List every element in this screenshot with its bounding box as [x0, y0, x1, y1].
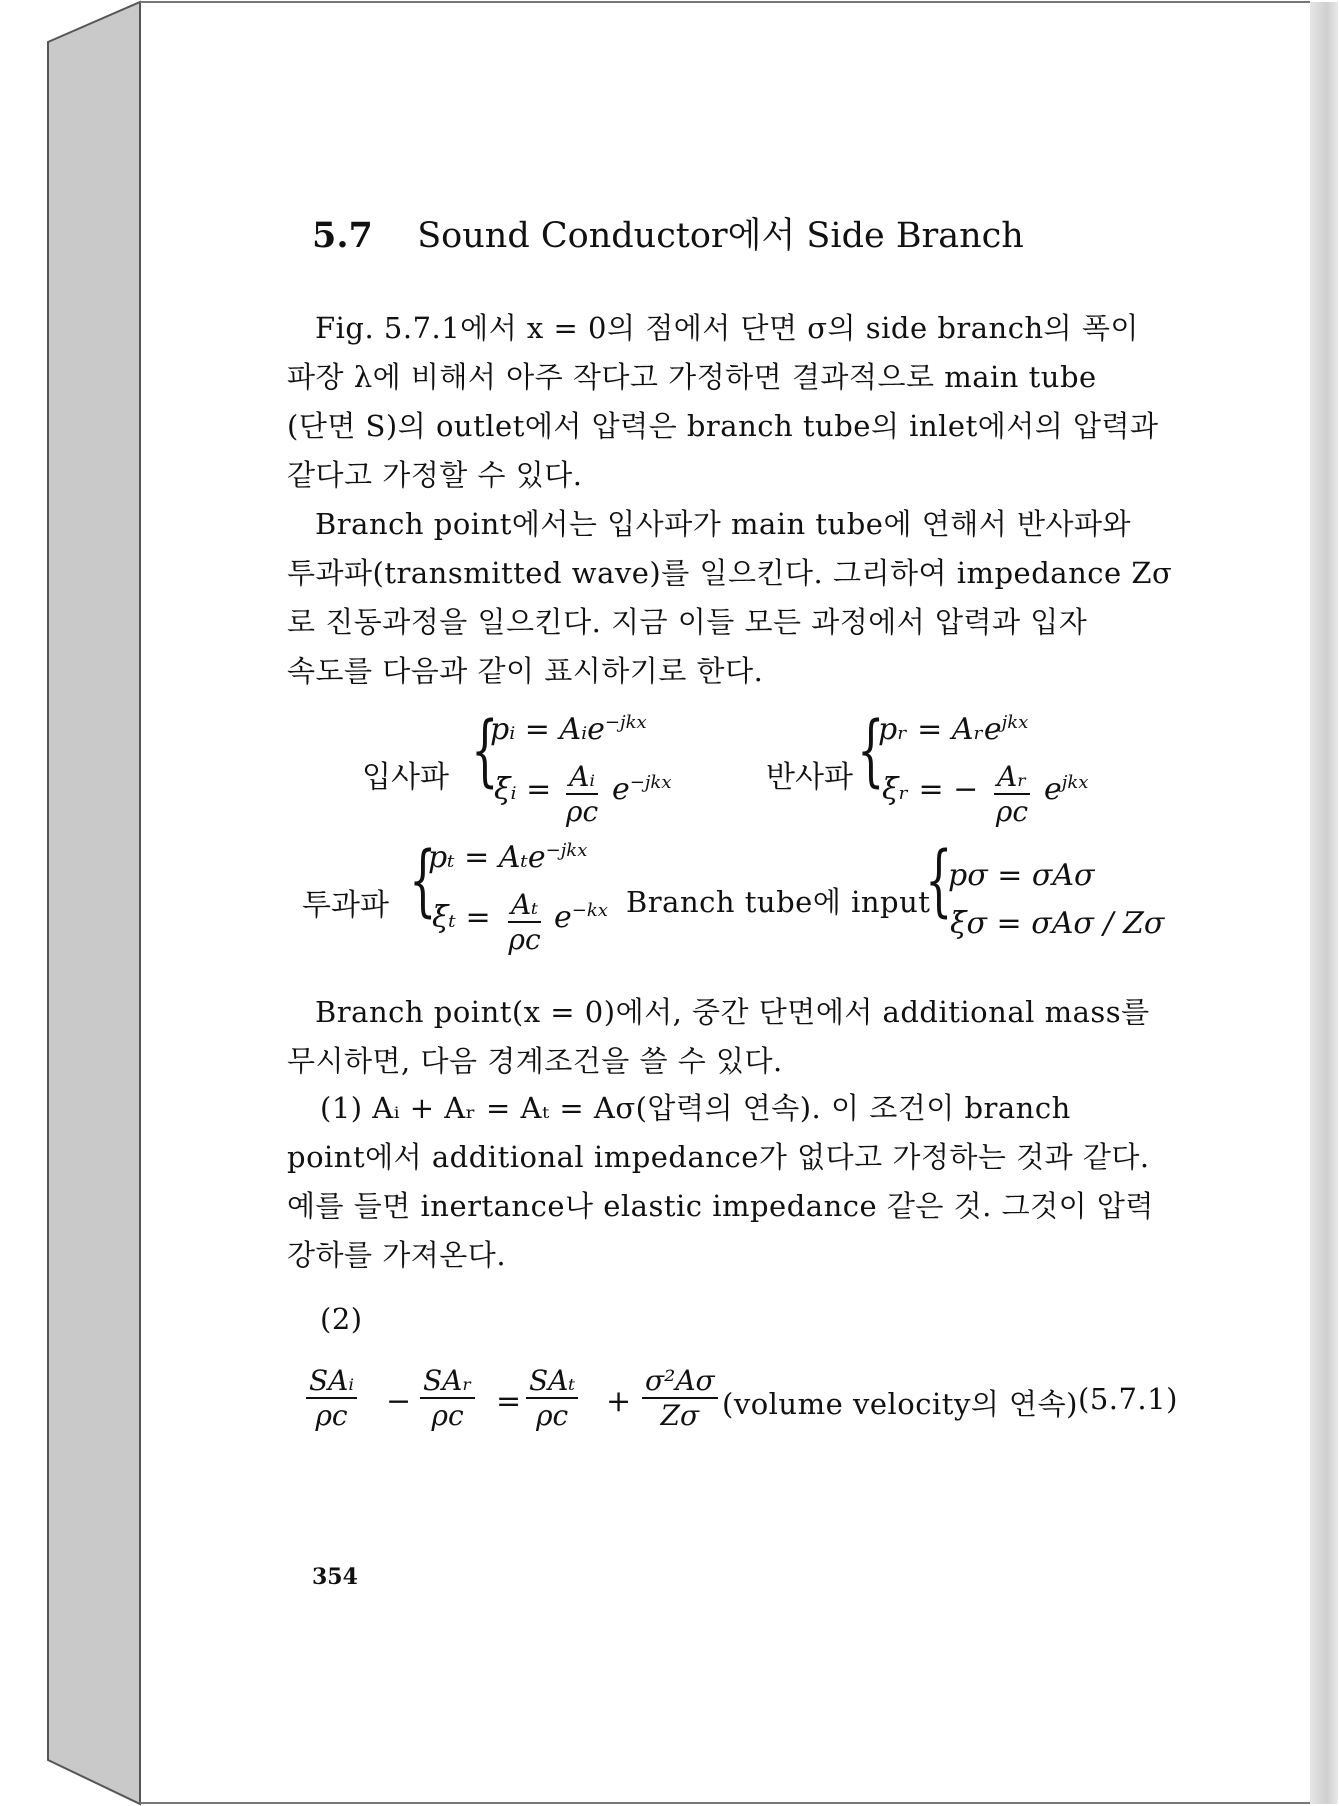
reflected-velocity-lhs: ξ̇ᵣ = −	[882, 772, 979, 807]
transmitted-wave-label: 투과파	[302, 888, 389, 923]
equation-number: (5.7.1)	[1078, 1382, 1178, 1416]
equation-operator: −	[386, 1384, 412, 1419]
paragraph-line: 강하를 가져온다.	[287, 1238, 507, 1272]
paragraph-line: 파장 λ에 비해서 아주 작다고 가정하면 결과적으로 main tube	[287, 360, 1097, 394]
equation-note: (volume velocity의 연속)	[722, 1387, 1078, 1421]
incident-brace: {	[471, 706, 499, 796]
reflected-velocity-rhs: $e^{jkx}$	[1044, 772, 1089, 807]
section-number: 5.7	[312, 215, 373, 256]
paragraph-line: Fig. 5.7.1에서 x = 0의 점에서 단면 σ의 side branch의 폭이	[315, 311, 1139, 345]
equation-term-transmitted: SAₜ ρc	[526, 1364, 578, 1432]
paragraph-line: 투과파(transmitted wave)를 일으킨다. 그리하여 impedance Zσ	[287, 556, 1173, 590]
transmitted-pressure-eq: pₜ = Aₜe$^{-jkx}$	[428, 840, 588, 875]
paragraph-line: 로 진동과정을 일으킨다. 지금 이들 모든 과정에서 압력과 입자	[287, 605, 1088, 639]
condition-2-label: (2)	[320, 1302, 363, 1336]
reflected-brace: {	[857, 706, 885, 796]
paragraph-line: (1) Aᵢ + Aᵣ = Aₜ = Aσ(압력의 연속). 이 조건이 branch	[320, 1091, 1071, 1125]
equation-term-reflected: SAᵣ ρc	[420, 1364, 475, 1432]
section-title: Sound Conductor에서 Side Branch	[417, 216, 1024, 256]
branch-pressure-eq: pσ = σAσ	[948, 858, 1095, 893]
incident-velocity-lhs: ξ̇ᵢ =	[494, 772, 552, 807]
transmitted-velocity-lhs: ξ̇ₜ =	[432, 900, 491, 935]
paragraph-line: 속도를 다음과 같이 표시하기로 한다.	[287, 654, 764, 688]
equation-term-incident: SAᵢ ρc	[306, 1364, 357, 1432]
paragraph-line: Branch point(x = 0)에서, 중간 단면에서 additional mass를	[315, 995, 1150, 1029]
transmitted-velocity-rhs: $e^{-kx}$	[554, 900, 608, 935]
branch-brace: {	[925, 836, 953, 926]
branch-velocity-eq: ξ̇σ = σAσ / Zσ	[950, 906, 1165, 941]
paragraph-line: Branch point에서는 입사파가 main tube에 연해서 반사파와	[315, 507, 1132, 541]
paragraph-line: 같다고 가정할 수 있다.	[287, 458, 583, 492]
reflected-velocity-fraction: $\frac{\text{Aᵣ}}{\rho c}$	[995, 760, 1029, 828]
page-edge	[1310, 2, 1338, 1804]
incident-pressure-eq: pᵢ = Aᵢe$^{-jkx}$	[490, 712, 647, 747]
incident-wave-label: 입사파	[362, 760, 449, 795]
transmitted-velocity-fraction: $\frac{\text{Aₜ}}{\rho c}$	[508, 888, 541, 956]
equation-term-branch: $\frac{\text{σ²Aσ}}{Z\sigma}$	[642, 1364, 718, 1432]
reflected-wave-label: 반사파	[766, 760, 853, 795]
reflected-pressure-eq: pᵣ = Aᵣe$^{jkx}$	[878, 712, 1029, 747]
paragraph-line: 무시하면, 다음 경계조건을 쓸 수 있다.	[287, 1044, 783, 1078]
paragraph-line: (단면 S)의 outlet에서 압력은 branch tube의 inlet에서의 압력과	[287, 409, 1159, 443]
section-heading	[312, 208, 1024, 258]
equation-operator: +	[606, 1384, 632, 1419]
equation-operator: =	[496, 1384, 522, 1419]
incident-velocity-rhs: $e^{-jkx}$	[612, 772, 672, 807]
branch-input-label: Branch tube에 input	[626, 885, 931, 919]
paragraph-line: 예를 들면 inertance나 elastic impedance 같은 것. 그것이 압력	[287, 1189, 1154, 1223]
incident-velocity-fraction: $\frac{\text{Aᵢ}}{\rho c}$	[566, 760, 599, 828]
transmitted-brace: {	[409, 836, 437, 926]
page-number: 354	[312, 1564, 358, 1590]
paragraph-line: point에서 additional impedance가 없다고 가정하는 것과 같다.	[287, 1140, 1150, 1174]
